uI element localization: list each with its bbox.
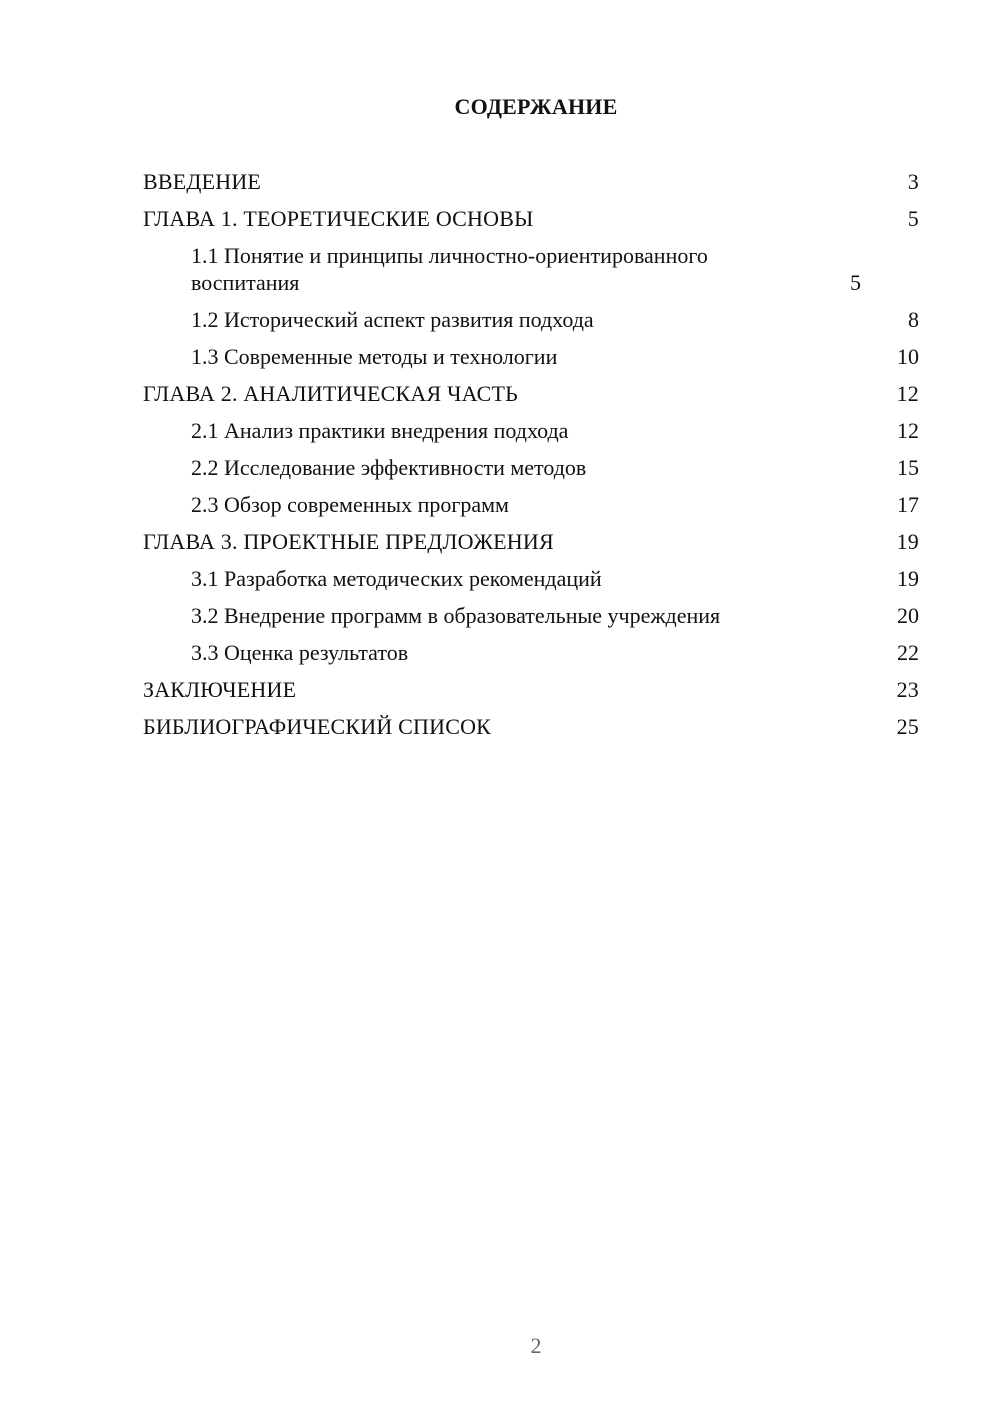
toc-entry-page: 8 [908, 307, 919, 332]
toc-entry-title: 1.3 Современные методы и технологии [191, 344, 558, 369]
toc-subentry [143, 565, 919, 592]
toc-subentry [143, 306, 919, 333]
toc-entry-title: ВВЕДЕНИЕ [143, 169, 262, 194]
toc-entry-title: 1.1 Понятие и принципы личностно-ориентированного воспитания [191, 243, 708, 295]
toc-entry [143, 380, 919, 407]
toc-entry-page: 20 [897, 603, 919, 628]
toc-entry-page: 17 [897, 492, 919, 517]
toc-entry-title: 1.2 Исторический аспект развития подхода [191, 307, 594, 332]
toc-subentry [143, 602, 919, 629]
toc-entry [143, 205, 919, 232]
toc-entry-page: 22 [897, 640, 919, 665]
toc-entry-title: 3.3 Оценка результатов [191, 640, 409, 665]
toc-entry-page: 5 [850, 270, 861, 295]
toc-entry-title: ГЛАВА 3. ПРОЕКТНЫЕ ПРЕДЛОЖЕНИЯ [143, 529, 554, 554]
toc-entry-title: 2.3 Обзор современных программ [191, 492, 509, 517]
toc-entry-title: ЗАКЛЮЧЕНИЕ [143, 677, 297, 702]
toc-entry [143, 168, 919, 195]
page-number: 2 [530, 1333, 542, 1358]
toc-entry-title: ГЛАВА 2. АНАЛИТИЧЕСКАЯ ЧАСТЬ [143, 381, 518, 406]
toc-subentry [143, 242, 919, 296]
toc-subentry [143, 454, 919, 481]
toc-entry-page: 19 [897, 566, 919, 591]
toc-entry-page: 25 [896, 714, 919, 739]
toc-entry-page: 19 [896, 529, 919, 554]
toc-entry-title: 2.1 Анализ практики внедрения подхода [191, 418, 569, 443]
toc-subentry [143, 639, 919, 666]
toc-entry-page: 15 [897, 455, 919, 480]
toc-entry-page: 10 [897, 344, 919, 369]
table-of-contents [143, 168, 919, 750]
toc-entry [143, 713, 919, 740]
toc-entry-page: 5 [907, 206, 919, 231]
toc-entry-title: 3.2 Внедрение программ в образовательные учреждения [191, 603, 721, 628]
toc-title: СОДЕРЖАНИЕ [454, 94, 618, 119]
toc-entry-title: БИБЛИОГРАФИЧЕСКИЙ СПИСОК [143, 714, 492, 739]
toc-entry-page: 12 [896, 381, 919, 406]
toc-subentry [143, 491, 919, 518]
toc-entry-title: ГЛАВА 1. ТЕОРЕТИЧЕСКИЕ ОСНОВЫ [143, 206, 534, 231]
toc-entry [143, 676, 919, 703]
toc-entry-title: 2.2 Исследование эффективности методов [191, 455, 587, 480]
toc-entry-page: 3 [907, 169, 919, 194]
toc-subentry [143, 417, 919, 444]
toc-subentry [143, 343, 919, 370]
toc-entry-page: 23 [896, 677, 919, 702]
toc-entry [143, 528, 919, 555]
toc-entry-page: 12 [897, 418, 919, 443]
toc-entry-title: 3.1 Разработка методических рекомендаций [191, 566, 602, 591]
